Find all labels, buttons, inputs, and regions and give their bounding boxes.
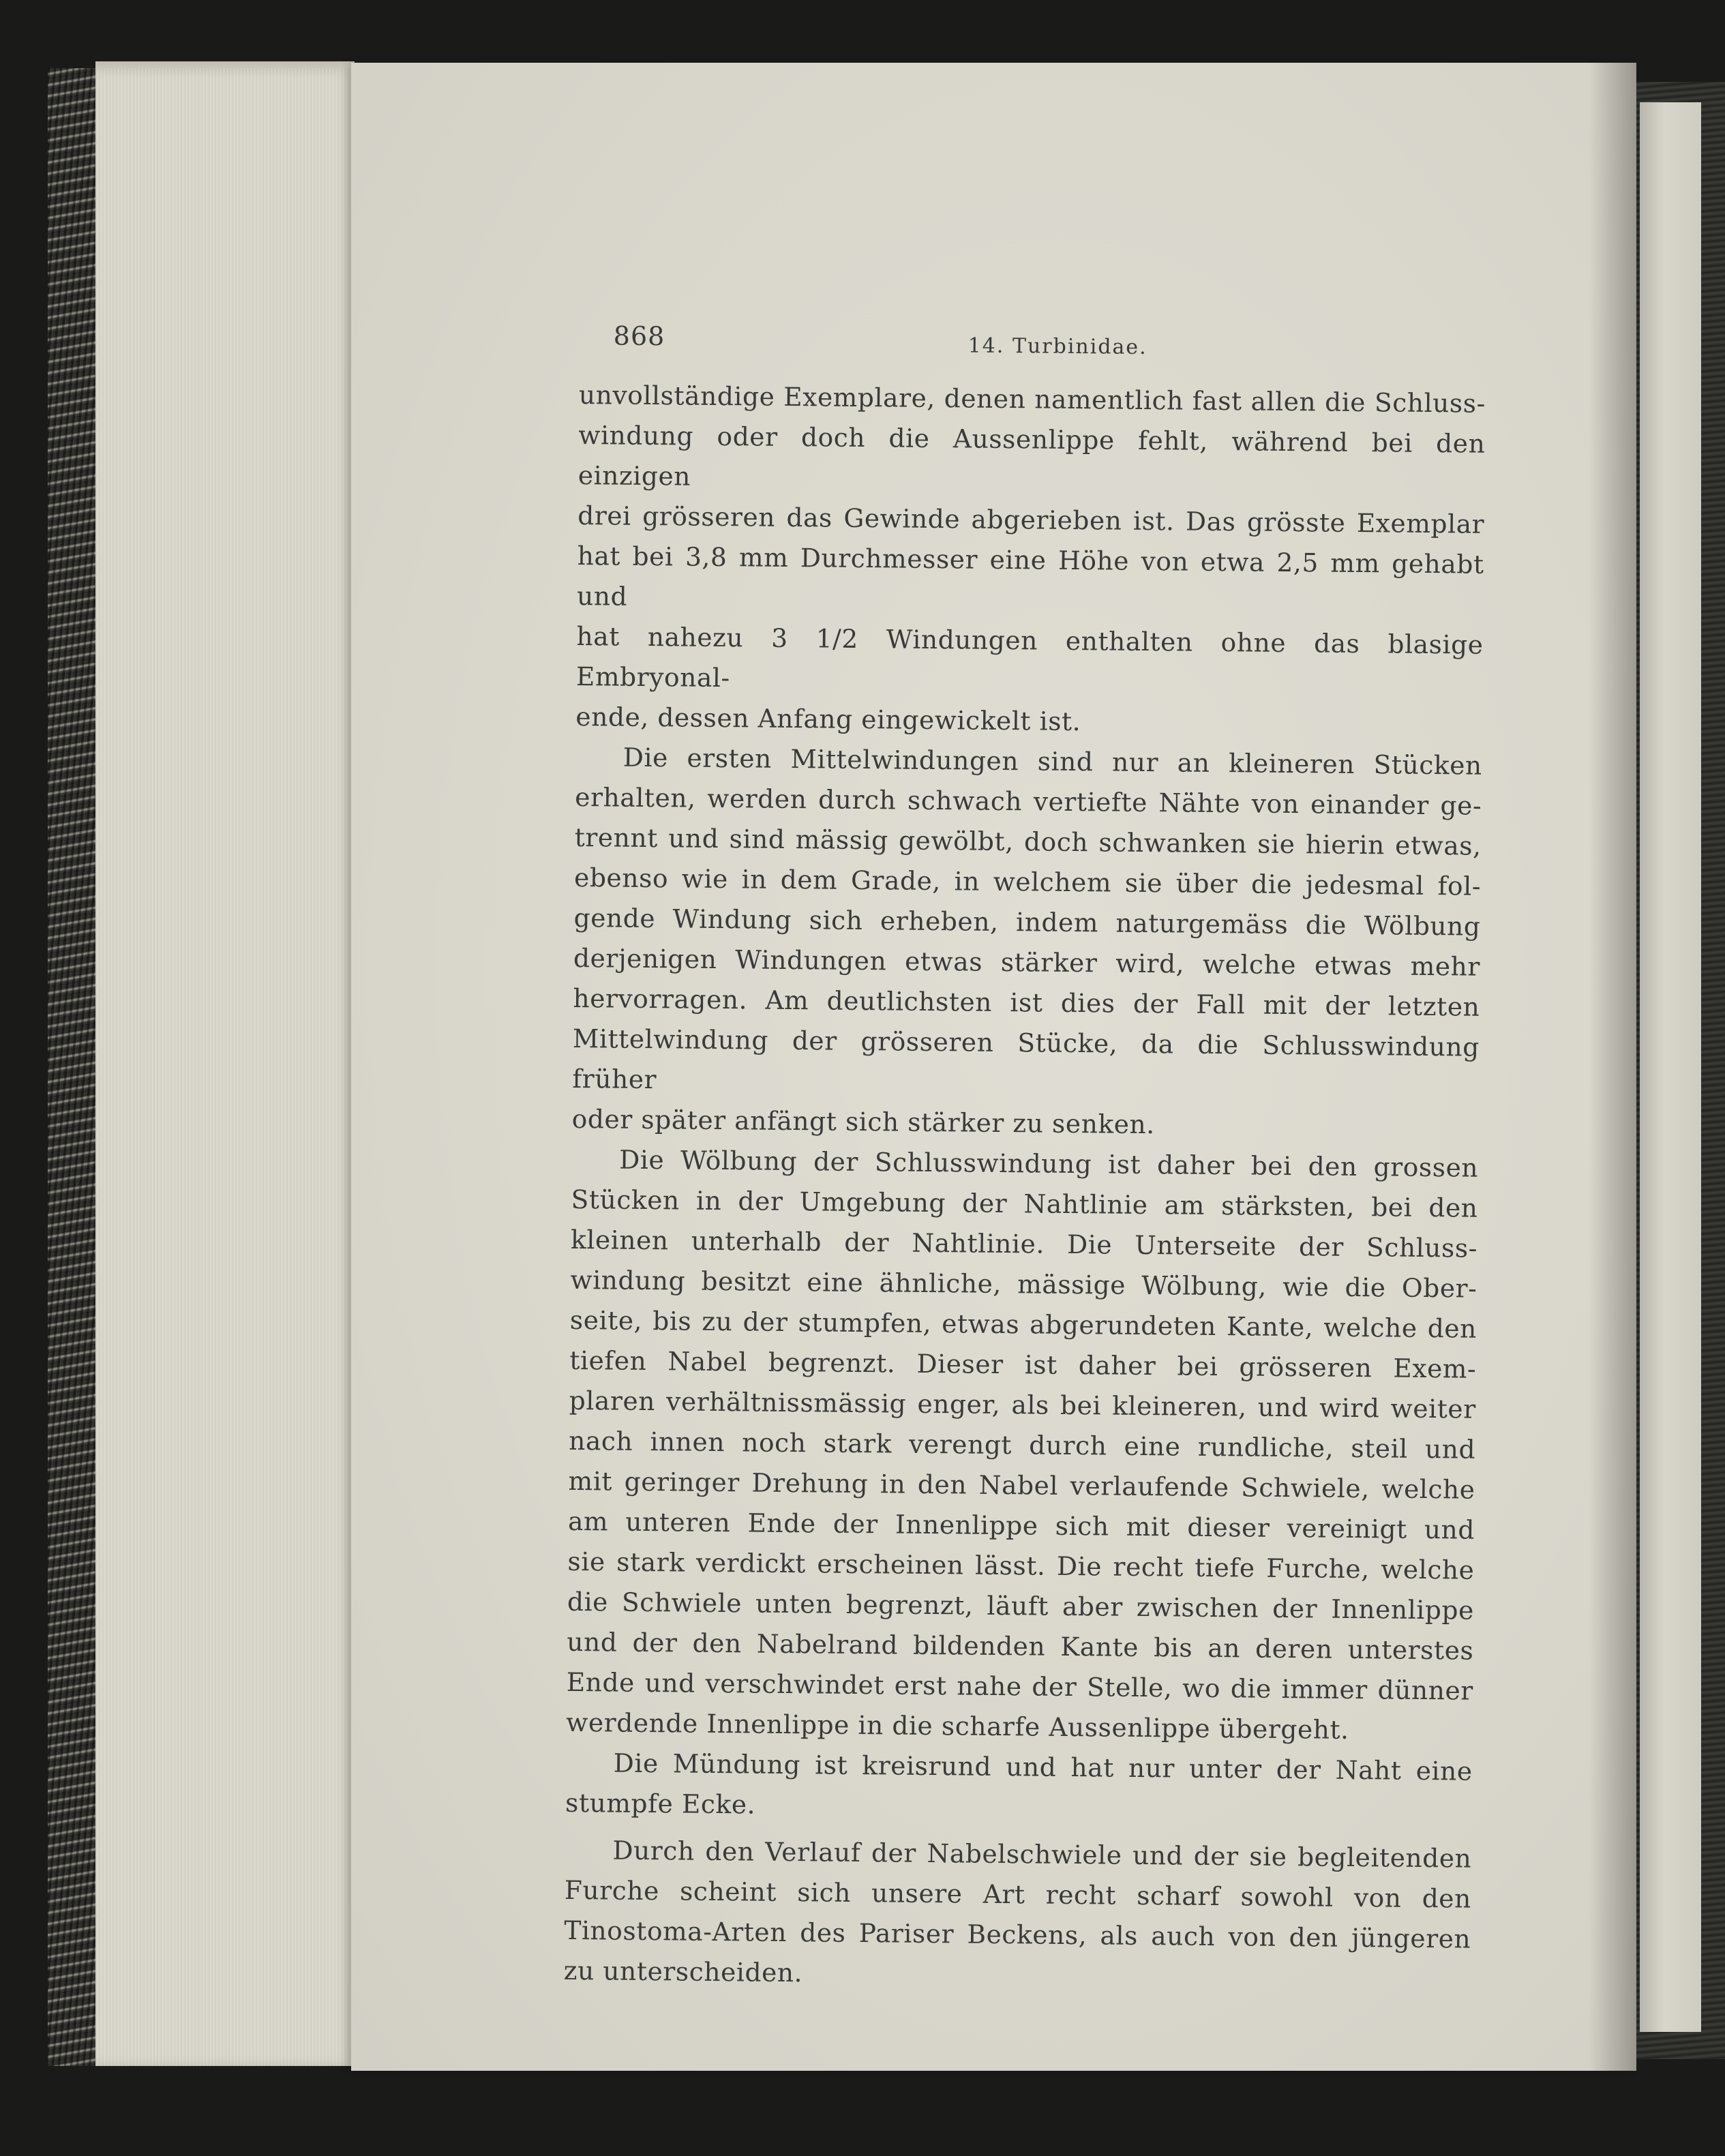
- text-line: plaren verhältnissmässig enger, als bei kleineren, und wird weiter: [569, 1385, 1476, 1424]
- text-line: werdende Innenlippe in die scharfe Aussenlippe übergeht.: [566, 1707, 1349, 1745]
- page-text-block: [563, 320, 1486, 2000]
- text-line: Die ersten Mittelwindungen sind nur an kleineren Stücken: [622, 742, 1483, 781]
- text-line: nach innen noch stark verengt durch eine rundliche, steil und: [569, 1425, 1476, 1465]
- page-gutter-shadow: [1589, 63, 1636, 2071]
- text-line: ebenso wie in dem Grade, in welchem sie über die jedesmal fol-: [573, 862, 1482, 901]
- text-line: die Schwiele unten begrenzt, läuft aber zwischen der Innenlippe: [567, 1586, 1475, 1626]
- paragraph-2: [571, 737, 1482, 1148]
- text-line: hat bei 3,8 mm Durchmesser eine Höhe von etwa 2,5 mm gehabt und: [576, 540, 1484, 612]
- text-line: Mittelwindung der grösseren Stücke, da die Schlusswindung früher: [572, 1023, 1480, 1095]
- text-line: und der den Nabelrand bildenden Kante bis an deren unterstes: [567, 1626, 1474, 1666]
- text-line: unvollständige Exemplare, denen namentlich fast allen die Schluss-: [578, 379, 1486, 419]
- page-number: 868: [613, 320, 665, 352]
- paragraph-4: [565, 1743, 1473, 1832]
- text-line: seite, bis zu der stumpfen, etwas abgerundeten Kante, welche den: [569, 1304, 1478, 1344]
- text-line: kleinen unterhalb der Nahtlinie. Die Unterseite der Schluss-: [570, 1224, 1478, 1263]
- text-line: am unteren Ende der Innenlippe sich mit dieser vereinigt und: [567, 1506, 1475, 1545]
- paragraph-5: [563, 1830, 1471, 2000]
- text-line: sie stark verdickt erscheinen lässt. Die recht tiefe Furche, welche: [567, 1546, 1475, 1585]
- text-line: stumpfe Ecke.: [565, 1787, 756, 1820]
- text-line: windung besitzt eine ähnliche, mässige Wölbung, wie die Ober-: [570, 1264, 1478, 1304]
- text-line: tiefen Nabel begrenzt. Dieser ist daher bei grösseren Exem-: [569, 1345, 1477, 1384]
- text-line: windung oder doch die Aussenlippe fehlt, während bei den einzigen: [578, 419, 1486, 492]
- text-line: Die Wölbung der Schlusswindung ist daher bei den grossen: [618, 1144, 1479, 1183]
- text-line: Stücken in der Umgebung der Nahtlinie am stärksten, bei den: [571, 1184, 1478, 1223]
- page-header: [579, 320, 1486, 384]
- paragraph-3: [566, 1139, 1478, 1752]
- text-line: erhalten, werden durch schwach vertiefte Nähte von einander ge-: [575, 781, 1482, 821]
- facing-page-edge: [1640, 102, 1701, 2032]
- text-line: derjenigen Windungen etwas stärker wird, welche etwas mehr: [573, 942, 1481, 982]
- text-line: zu unterscheiden.: [563, 1955, 803, 1988]
- page-stack-edge: [95, 68, 355, 2066]
- text-line: Furche scheint sich unsere Art recht scharf sowohl von den: [564, 1874, 1472, 1914]
- text-line: trennt und sind mässig gewölbt, doch schwanken sie hierin etwas,: [574, 822, 1482, 861]
- running-head: 14. Turbinidae.: [967, 333, 1148, 359]
- text-line: Die Mündung ist kreisrund und hat nur unter der Naht eine: [613, 1748, 1473, 1786]
- text-line: hervorragen. Am deutlichsten ist dies der Fall mit der letzten: [573, 983, 1480, 1022]
- text-line: Tinostoma-Arten des Pariser Beckens, als auch von den jüngeren: [564, 1915, 1471, 1954]
- paragraph-1: [575, 375, 1486, 746]
- text-line: hat nahezu 3 1/2 Windungen enthalten ohne das blasige Embryonal-: [575, 620, 1484, 693]
- text-line: Ende und verschwindet erst nahe der Stelle, wo die immer dünner: [566, 1666, 1473, 1706]
- text-line: oder später anfängt sich stärker zu senken.: [571, 1103, 1156, 1140]
- text-line: drei grösseren das Gewinde abgerieben ist. Das grösste Exemplar: [578, 500, 1485, 539]
- text-line: gende Windung sich erheben, indem naturgemäss die Wölbung: [573, 902, 1481, 942]
- text-line: Durch den Verlauf der Nabelschwiele und der sie begleitenden: [612, 1835, 1472, 1874]
- text-line: ende, dessen Anfang eingewickelt ist.: [575, 701, 1081, 737]
- text-line: mit geringer Drehung in den Nabel verlaufende Schwiele, welche: [568, 1465, 1475, 1505]
